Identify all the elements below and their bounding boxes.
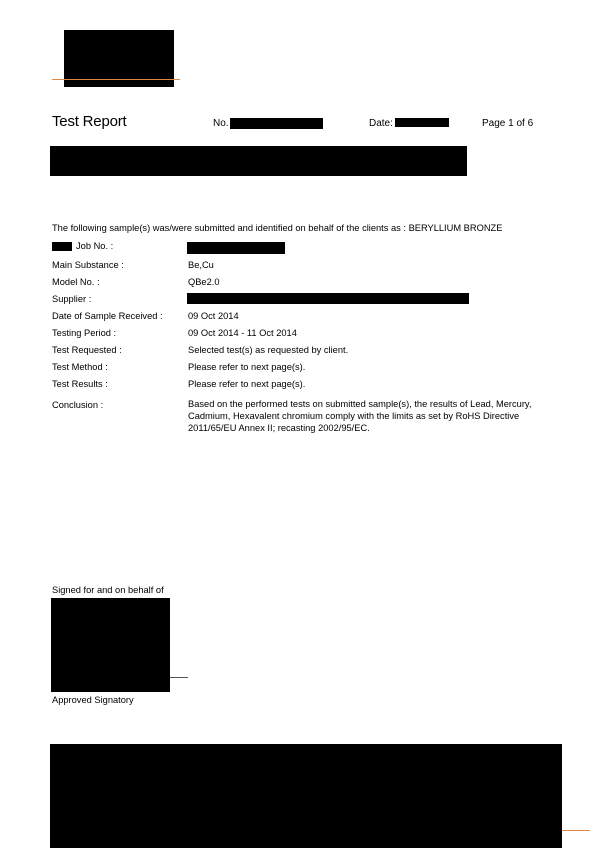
report-date-redacted bbox=[395, 118, 449, 127]
report-number-redacted bbox=[230, 118, 323, 129]
testing-period-value: 09 Oct 2014 - 11 Oct 2014 bbox=[188, 328, 297, 338]
test-results-label: Test Results : bbox=[52, 379, 108, 389]
model-no-label: Model No. : bbox=[52, 277, 100, 287]
test-requested-label: Test Requested : bbox=[52, 345, 122, 355]
report-title: Test Report bbox=[52, 113, 127, 130]
footer-accent-rule bbox=[562, 830, 590, 831]
signature-redacted bbox=[51, 598, 170, 692]
footer-redacted bbox=[50, 744, 562, 848]
test-method-value: Please refer to next page(s). bbox=[188, 362, 306, 372]
supplier-value-redacted bbox=[187, 293, 469, 304]
conclusion-label: Conclusion : bbox=[52, 400, 104, 410]
job-no-label: Job No. : bbox=[76, 241, 114, 251]
job-prefix-redacted bbox=[52, 242, 72, 251]
job-no-value-redacted bbox=[187, 242, 285, 254]
conclusion-value: Based on the performed tests on submitted sample(s), the results of Lead, Mercury, Cadmium, Hexavalent chromium comply with the limits as set by RoHS Directive 2011/65/EU Annex II; recasting 2002/95/EC. bbox=[188, 399, 532, 433]
testing-period-label: Testing Period : bbox=[52, 328, 117, 338]
date-received-value: 09 Oct 2014 bbox=[188, 311, 239, 321]
page-indicator: Page 1 of 6 bbox=[482, 118, 534, 129]
test-results-value: Please refer to next page(s). bbox=[188, 379, 306, 389]
main-substance-label: Main Substance : bbox=[52, 260, 124, 270]
model-no-value: QBe2.0 bbox=[188, 277, 220, 287]
report-number-label: No. bbox=[213, 118, 229, 129]
approved-signatory-label: Approved Signatory bbox=[52, 695, 134, 705]
date-received-label: Date of Sample Received : bbox=[52, 311, 163, 321]
intro-statement: The following sample(s) was/were submitted and identified on behalf of the clients as : BERYLLIUM BRONZE bbox=[52, 223, 503, 233]
signature-line bbox=[170, 677, 188, 678]
report-date-label: Date: bbox=[369, 118, 393, 129]
supplier-label: Supplier : bbox=[52, 294, 92, 304]
test-method-label: Test Method : bbox=[52, 362, 108, 372]
signed-on-behalf-text: Signed for and on behalf of bbox=[52, 585, 164, 595]
main-substance-value: Be,Cu bbox=[188, 260, 214, 270]
client-address-redacted bbox=[50, 146, 467, 176]
logo-accent-rule bbox=[52, 79, 180, 80]
test-requested-value: Selected test(s) as requested by client. bbox=[188, 345, 349, 355]
